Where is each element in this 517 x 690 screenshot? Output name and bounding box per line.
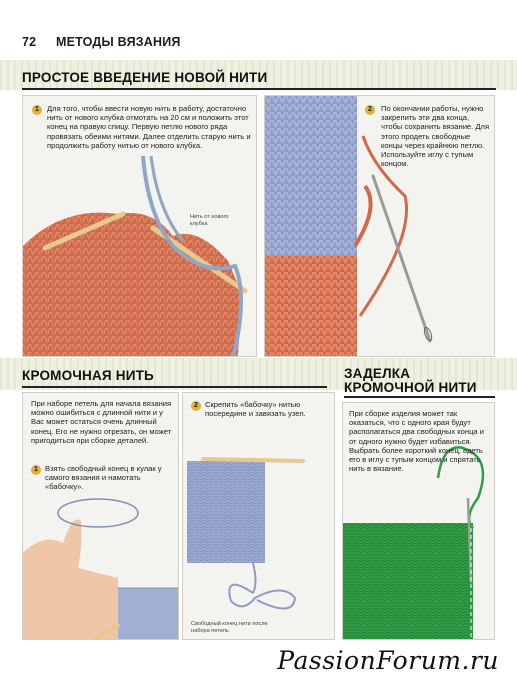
edge-step2-text: Скрепить «бабочку» нитью посередине и завязать узел. [205, 400, 306, 419]
chapter-title: МЕТОДЫ ВЯЗАНИЯ [56, 35, 181, 49]
illustration-periwinkle-knit-butterfly [183, 393, 335, 640]
panel-new-yarn-step1 [22, 95, 257, 357]
section-title-finishing: ЗАДЕЛКА КРОМОЧНОЙ НИТИ [344, 366, 477, 395]
title-rule [344, 396, 495, 398]
page-number: 72 [22, 35, 37, 49]
title-rule [22, 386, 327, 388]
step-badge-2: 2 [365, 105, 375, 115]
watermark: PassionForum.ru [277, 646, 499, 675]
finishing-text: При сборке изделия может так оказаться, что с одного края будут располагаться два свободных конца и от одного нужно будет избавиться. Выбрать более короткий конец, вдеть его в иглу с тупым концом и спрятать нить в вязание. [349, 409, 485, 474]
edge-yarn-intro: При наборе петель для начала вязания можно ошибиться с длинной нити и у Вас может остаться очень длинный конец. Его не нужно отрезать, он может пригодиться при сборке деталей. [31, 399, 172, 445]
step2-text: По окончании работы, нужно закрепить эти два конца, чтобы сохранить вязание. Для этого продеть свободные концы через крайнюю петлю. Используйте иглу с тупым концом. [381, 104, 490, 169]
step-badge-1: 1 [32, 105, 42, 115]
panel-new-yarn-step2 [264, 95, 495, 357]
panel-finishing [342, 402, 495, 640]
section-title-new-yarn: ПРОСТОЕ ВВЕДЕНИЕ НОВОЙ НИТИ [22, 70, 268, 85]
step1-text: Для того, чтобы ввести новую нить в работу, достаточно нить от нового клубка отмотать на 20 см и положить этот конец на правую спицу. Первую петлю нового ряда провязать обеими нитями. Далее отделить старую нить и продолжить работу нитью от нового клубка. [47, 104, 251, 150]
panel-edge-yarn-step2 [182, 392, 335, 640]
page-header [22, 35, 181, 49]
step-badge-1: 1 [31, 465, 41, 475]
panel-edge-yarn-step1 [22, 392, 179, 640]
section-title-edge-yarn: КРОМОЧНАЯ НИТЬ [22, 368, 154, 383]
title-rule [22, 88, 496, 90]
edge-yarn-caption: Свободный конец нити после набора петель [191, 621, 268, 634]
step-badge-2: 2 [191, 401, 201, 411]
edge-step1-text: Взять свободный конец в кулак у самого вязания и намотать «бабочку». [45, 464, 162, 492]
new-yarn-caption: Нить от нового клубка [190, 214, 229, 227]
